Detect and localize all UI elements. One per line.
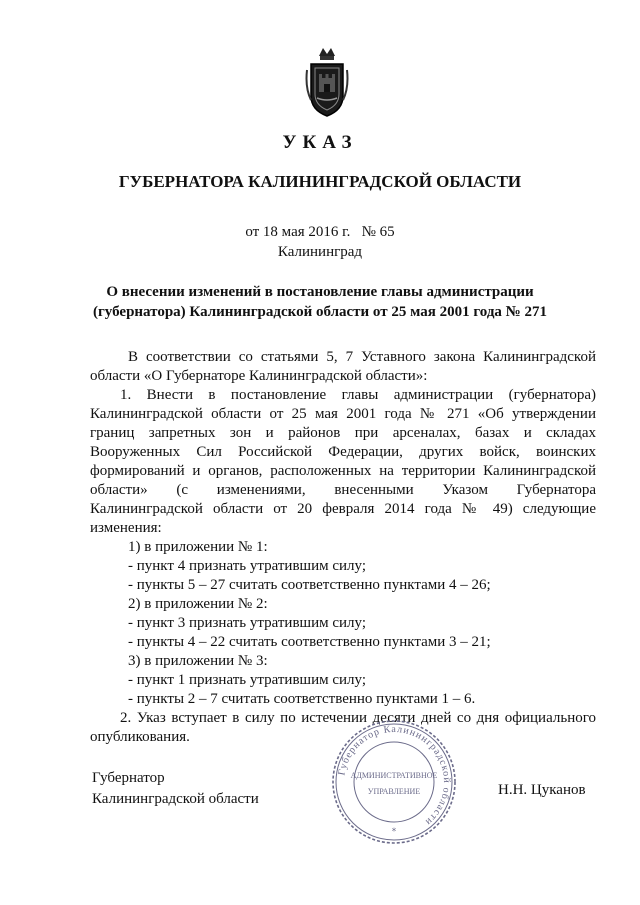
document-date: от 18 мая 2016 г. <box>245 224 351 240</box>
document-heading <box>80 282 560 322</box>
body-line: 1) в приложении № 1: <box>128 539 268 555</box>
body-line: области «О Губернаторе Калининградской области»: <box>90 368 428 384</box>
body-line: Калининградской области от 20 февраля 2014 года № 49) следующие <box>90 501 596 517</box>
body-line: - пункт 1 признать утратившим силу; <box>128 672 367 688</box>
signatory-position <box>92 768 259 810</box>
document-city: Калининград <box>277 244 363 260</box>
body-line: - пункты 4 – 22 считать соответственно пунктами 3 – 21; <box>128 634 491 650</box>
body-line: Калининградской области от 25 мая 2001 года № 271 «Об утверждении <box>90 406 596 422</box>
body-line: 3) в приложении № 3: <box>128 653 268 669</box>
body-line: - пункты 5 – 27 считать соответственно пунктами 4 – 26; <box>128 577 491 593</box>
stamp-center-line: УПРАВЛЕНИЕ <box>367 787 421 796</box>
body-line: 2. Указ вступает в силу по истечении десяти дней со дня официального <box>120 710 596 726</box>
body-line: границ запретных зон и районов при арсеналах, базах и складах <box>90 425 596 441</box>
body-line: - пункт 4 признать утратившим силу; <box>128 558 367 574</box>
coat-of-arms-emblem <box>305 44 349 120</box>
document-title: УКАЗ <box>282 132 358 153</box>
body-line: В соответствии со статьями 5, 7 Уставного закона Калининградской <box>128 349 596 365</box>
stamp-ring-text: Губернатор Калининградской области <box>336 723 453 828</box>
heading-line: О внесении изменений в постановление главы администрации <box>106 284 534 300</box>
body-line: Вооруженных Сил Российской Федерации, других войск, воинских <box>90 444 596 460</box>
signatory-name: Н.Н. Цуканов <box>498 782 586 798</box>
heading-line: (губернатора) Калининградской области от 25 мая 2001 года № 271 <box>93 304 547 320</box>
document-subtitle: ГУБЕРНАТОРА КАЛИНИНГРАДСКОЙ ОБЛАСТИ <box>118 172 522 191</box>
body-line: опубликования. <box>90 729 190 745</box>
body-line: формирований и органов, расположенных на территории Калининградской <box>90 463 596 479</box>
body-line: области» (с изменениями, внесенными Указом Губернатора <box>90 482 596 498</box>
document-date-line <box>0 224 640 241</box>
star-icon: * <box>391 827 397 837</box>
body-line: - пункт 3 признать утратившим силу; <box>128 615 367 631</box>
body-line: 2) в приложении № 2: <box>128 596 268 612</box>
stamp-center-line: АДМИНИСТРАТИВНОЕ <box>350 771 438 780</box>
body-line: - пункты 2 – 7 считать соответственно пунктами 1 – 6. <box>128 691 476 707</box>
official-stamp <box>330 718 458 846</box>
document-body <box>90 348 596 747</box>
signatory-position-line: Калининградской области <box>92 791 259 807</box>
document-number: № 65 <box>361 224 395 240</box>
signatory-position-line: Губернатор <box>92 770 165 786</box>
body-line: изменения: <box>90 520 162 536</box>
body-line: 1. Внести в постановление главы администрации (губернатора) <box>120 387 596 403</box>
